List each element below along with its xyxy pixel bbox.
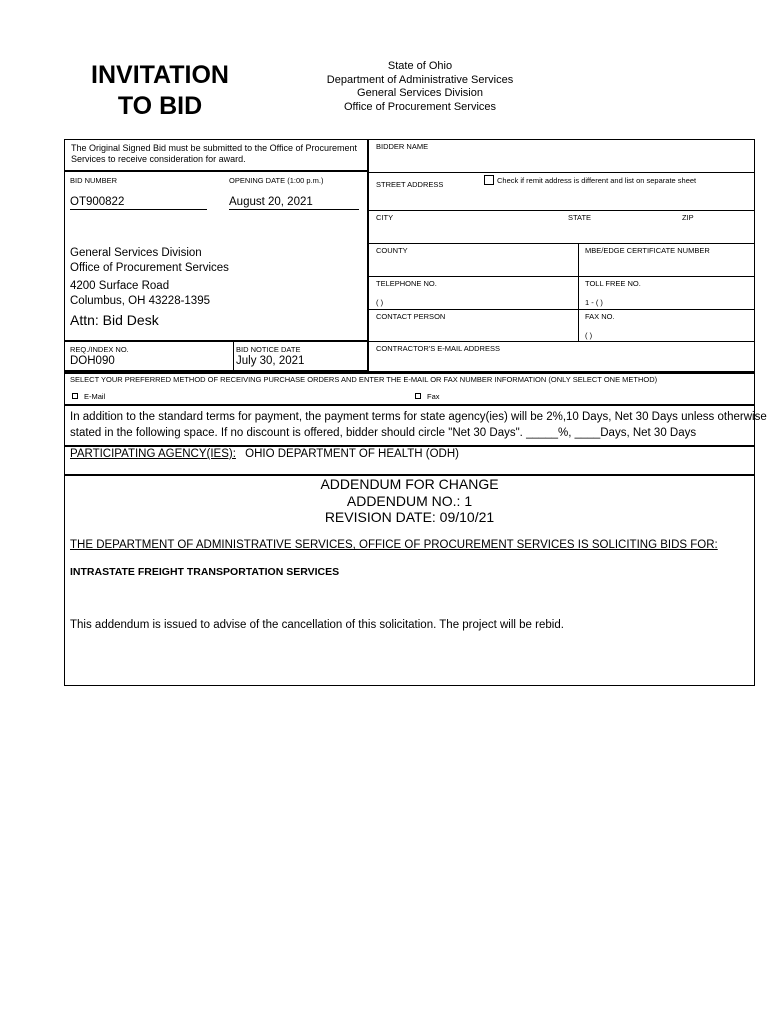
mailing-address: [70, 246, 229, 276]
method-instruction: SELECT YOUR PREFERRED METHOD OF RECEIVING PURCHASE ORDERS AND ENTER THE E-MAIL OR FAX NUMBER INFORMATION (ONLY SELECT ONE METHOD): [70, 375, 658, 384]
agency-line: Office of Procurement Services: [343, 100, 497, 113]
state-label: STATE: [568, 213, 592, 222]
street-line: 4200 Surface Road: [70, 280, 170, 292]
fax-checkbox[interactable]: [415, 393, 421, 399]
payment-terms-line: stated in the following space. If no discount is offered, bidder should circle "Net 30 Days". _____%, ____Days, Net 30 Days: [70, 426, 697, 439]
req-label: REQ./INDEX NO.: [70, 345, 129, 354]
contact-person-label: CONTACT PERSON: [376, 312, 446, 321]
participating-value: OHIO DEPARTMENT OF HEALTH (ODH): [245, 448, 459, 460]
fax-option-label: Fax: [427, 392, 440, 401]
agency-line: Department of Administrative Services: [326, 73, 514, 86]
participating-label: PARTICIPATING AGENCY(IES):: [70, 448, 236, 460]
address-line: General Services Division: [70, 247, 202, 259]
email-checkbox[interactable]: [72, 393, 78, 399]
form-title-line2: TO BID: [117, 92, 203, 120]
form-title: [60, 60, 260, 122]
street-address: [70, 279, 210, 309]
remit-checkbox[interactable]: [484, 175, 494, 185]
mbe-label: MBE/EDGE CERTIFICATE NUMBER: [585, 246, 710, 255]
email-option-label: E-Mail: [84, 392, 106, 401]
agency-block: [300, 60, 540, 114]
email-option[interactable]: [72, 392, 105, 401]
zip-label: ZIP: [682, 213, 694, 222]
addendum-body: This addendum is issued to advise of the cancellation of this solicitation. The project will be rebid.: [70, 619, 564, 631]
toll-free-value[interactable]: 1 - ( ): [585, 298, 603, 307]
notice-date: July 30, 2021: [236, 355, 305, 367]
agency-line: General Services Division: [357, 87, 483, 99]
bidder-name-field[interactable]: [376, 150, 746, 170]
fax-option[interactable]: [415, 392, 440, 401]
payment-terms-line: In addition to the standard terms for payment, the payment terms for state agency(ies) will be 2%,10 Days, Net 30 Days unless otherwise: [70, 411, 767, 423]
addendum-number: ADDENDUM NO.: 1: [346, 492, 473, 509]
bid-number-label: BID NUMBER: [70, 176, 118, 185]
remit-checkbox-row: [484, 175, 696, 185]
agency-line: State of Ohio: [387, 60, 453, 72]
address-line: Office of Procurement Services: [70, 262, 229, 274]
notice-date-label: BID NOTICE DATE: [236, 345, 301, 354]
fax-value[interactable]: ( ): [585, 331, 593, 340]
toll-free-label: TOLL FREE NO.: [585, 279, 641, 288]
form-title-line1: INVITATION: [91, 61, 229, 89]
service-title: INTRASTATE FREIGHT TRANSPORTATION SERVICES: [70, 566, 340, 578]
remit-checkbox-label: Check if remit address is different and list on separate sheet: [497, 176, 697, 185]
submission-notice-box: [64, 139, 368, 171]
bidder-name-label: BIDDER NAME: [376, 142, 429, 151]
revision-date: REVISION DATE: 09/10/21: [324, 509, 495, 525]
street-address-label: STREET ADDRESS: [376, 180, 444, 189]
addendum-heading: [64, 476, 755, 526]
opening-date: August 20, 2021: [229, 196, 313, 208]
county-label: COUNTY: [376, 246, 408, 255]
participating-row: [70, 448, 459, 460]
city-label: CITY: [376, 213, 394, 222]
street-line: Columbus, OH 43228-1395: [70, 295, 210, 307]
telephone-label: TELEPHONE NO.: [376, 279, 437, 288]
email-label: CONTRACTOR'S E-MAIL ADDRESS: [376, 344, 500, 353]
soliciting-statement: THE DEPARTMENT OF ADMINISTRATIVE SERVICES, OFFICE OF PROCUREMENT SERVICES IS SOLICITING BIDS FOR:: [70, 539, 718, 551]
opening-date-label: OPENING DATE (1:00 p.m.): [229, 176, 324, 185]
telephone-value[interactable]: ( ): [376, 298, 384, 307]
bidder-info-box: [368, 139, 755, 372]
fax-label: FAX NO.: [585, 312, 615, 321]
submission-notice: The Original Signed Bid must be submitted to the Office of Procurement Services to receive consideration for award.: [71, 143, 357, 164]
attn-line: Attn: Bid Desk: [70, 312, 159, 328]
req-value: DOH090: [70, 355, 115, 367]
bid-number: OT900822: [70, 196, 125, 208]
addendum-title: ADDENDUM FOR CHANGE: [320, 476, 499, 492]
payment-terms: [70, 410, 767, 441]
